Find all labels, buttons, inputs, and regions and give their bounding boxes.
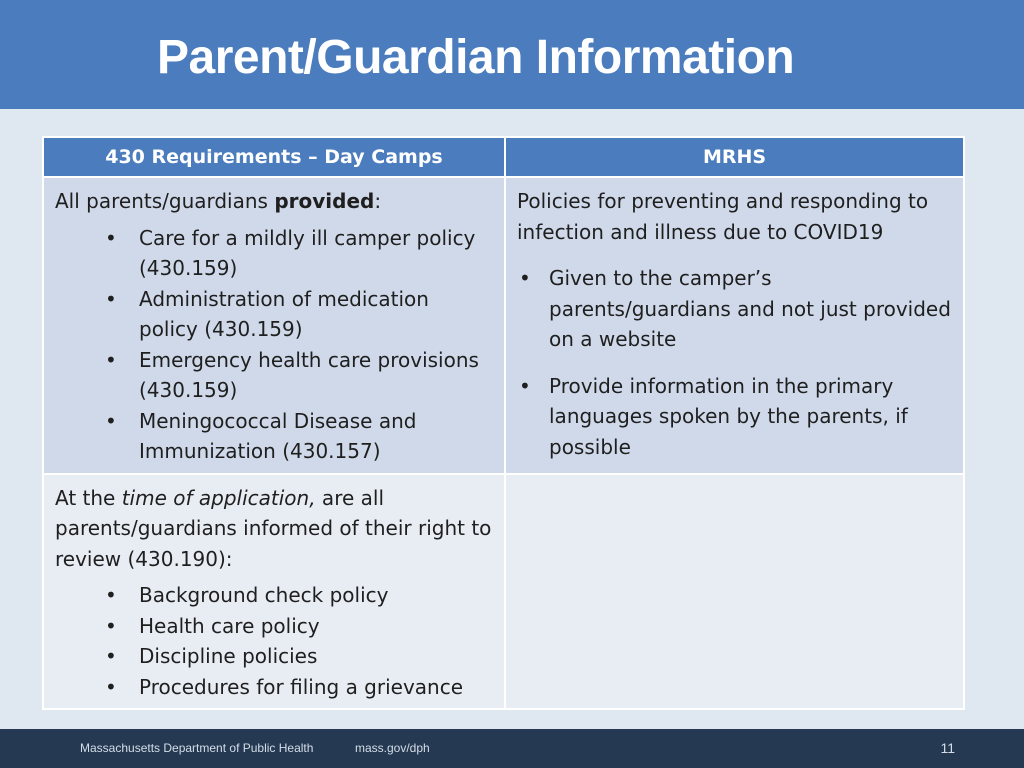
list-item: • Discipline policies — [55, 641, 494, 672]
requirements-cell-right-to-review — [43, 474, 505, 710]
title-bar — [0, 0, 1024, 109]
page-number: 11 — [940, 740, 955, 756]
list-item: • Health care policy — [55, 611, 494, 642]
list-item: • Given to the camper’s parents/guardians and not just provided on a website — [517, 263, 953, 355]
footer-organization: Massachusetts Department of Public Health — [80, 741, 314, 755]
slide-title: Parent/Guardian Information — [157, 31, 795, 84]
table-header-row — [43, 137, 964, 177]
list-item: • Procedures for filing a grievance — [55, 672, 494, 703]
table-row — [43, 177, 964, 474]
list-item: • Meningococcal Disease and Immunization (430.157) — [55, 406, 494, 467]
review-policy-list — [55, 580, 494, 702]
list-item: • Care for a mildly ill camper policy (430.159) — [55, 223, 494, 284]
header-mrhs: MRHS — [505, 137, 964, 177]
requirements-table — [42, 136, 965, 710]
footer-url: mass.gov/dph — [355, 741, 430, 755]
right-to-review-intro: At the time of application, are all parents/guardians informed of their right to review (430.190): — [55, 485, 492, 571]
list-item: • Provide information in the primary languages spoken by the parents, if possible — [517, 371, 953, 463]
mrhs-cell-empty — [505, 474, 964, 710]
covid-policies-intro: Policies for preventing and responding to infection and illness due to COVID19 — [517, 189, 929, 244]
table-row — [43, 474, 964, 710]
mrhs-cell-covid-policies — [505, 177, 964, 474]
list-item: • Emergency health care provisions (430.159) — [55, 345, 494, 406]
covid-policy-list — [517, 263, 953, 462]
provided-intro: All parents/guardians provided: — [55, 189, 382, 213]
requirements-cell-provided — [43, 177, 505, 474]
list-item: • Administration of medication policy (430.159) — [55, 284, 494, 345]
header-430-requirements: 430 Requirements – Day Camps — [43, 137, 505, 177]
provided-policy-list — [55, 223, 494, 467]
list-item: • Background check policy — [55, 580, 494, 611]
footer-bar — [0, 729, 1024, 768]
